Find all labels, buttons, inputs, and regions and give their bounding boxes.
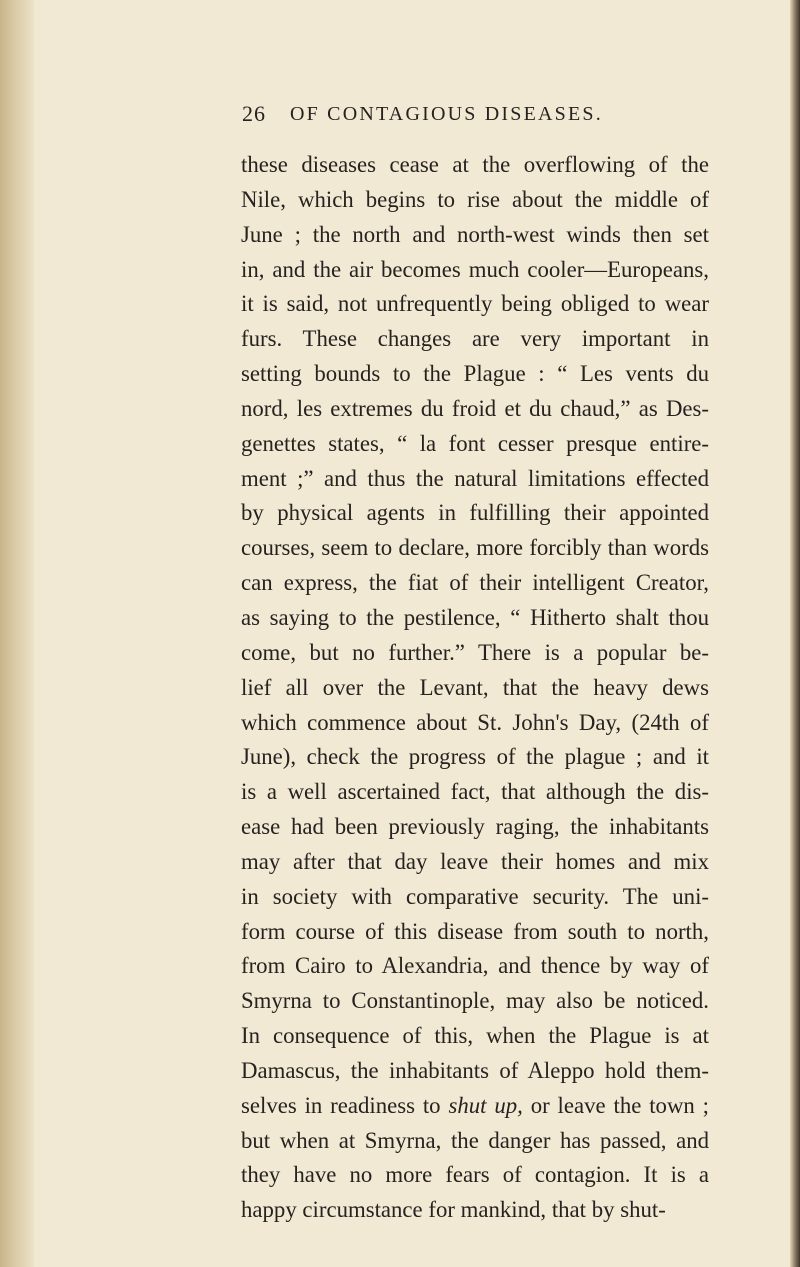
page-edge	[790, 0, 800, 1267]
text-line: In consequence of this, when the Plague is at	[241, 1023, 709, 1049]
text-line: nord, les extremes du froid et du chaud,” as Des-	[241, 395, 709, 421]
text-line: but when at Smyrna, the danger has passed, and	[241, 1127, 709, 1153]
text-line: which commence about St. John's Day, (24th of	[241, 709, 709, 735]
text-line: Smyrna to Constantinople, may also be noticed.	[241, 988, 709, 1014]
text-line: as saying to the pestilence, “ Hitherto shalt thou	[241, 604, 709, 630]
text-line: Damascus, the inhabitants of Aleppo hold them-	[241, 1057, 709, 1083]
body-text	[241, 148, 709, 1228]
italic-phrase: shut up,	[448, 1092, 523, 1118]
text-line: furs. These changes are very important in	[241, 326, 709, 352]
text-line: from Cairo to Alexandria, and thence by way of	[241, 953, 709, 979]
text-line: Nile, which begins to rise about the middle of	[241, 186, 709, 212]
text-line-with-italic	[241, 1089, 709, 1124]
text-line: courses, seem to declare, more forcibly than words	[241, 535, 709, 561]
text-line: may after that day leave their homes and mix	[241, 848, 709, 874]
text-line: happy circumstance for mankind, that by shut-	[241, 1197, 666, 1223]
text-segment: selves in readiness to	[241, 1092, 441, 1118]
text-line: it is said, not unfrequently being obliged to wear	[241, 291, 709, 317]
text-line: June), check the progress of the plague ; and it	[241, 744, 709, 770]
text-line: lief all over the Levant, that the heavy dews	[241, 674, 709, 700]
text-segment: or leave the town ;	[522, 1092, 710, 1118]
page-number: 26	[242, 101, 266, 126]
text-line: in, and the air becomes much cooler—Europeans,	[241, 256, 709, 282]
text-line: can express, the fiat of their intelligent Creator,	[241, 570, 709, 596]
text-line: ment ;” and thus the natural limitations effected	[241, 465, 709, 491]
running-head: OF CONTAGIOUS DISEASES.	[290, 103, 603, 125]
binding-gutter	[0, 0, 34, 1267]
text-line: they have no more fears of contagion. It is a	[241, 1162, 709, 1188]
text-line: is a well ascertained fact, that although the dis-	[241, 779, 709, 805]
text-line: by physical agents in fulfilling their appointed	[241, 500, 709, 526]
text-line: June ; the north and north-west winds then set	[241, 221, 709, 247]
text-line: in society with comparative security. The uni-	[241, 883, 709, 909]
text-line: these diseases cease at the overflowing of the	[241, 152, 709, 177]
text-line: genettes states, “ la font cesser presque entire-	[241, 430, 709, 456]
text-line: form course of this disease from south to north,	[241, 918, 709, 944]
page-header	[0, 101, 800, 131]
text-line: come, but no further.” There is a popular be-	[241, 639, 709, 665]
text-line: ease had been previously raging, the inhabitants	[241, 814, 709, 840]
text-line: setting bounds to the Plague : “ Les vents du	[241, 361, 709, 387]
